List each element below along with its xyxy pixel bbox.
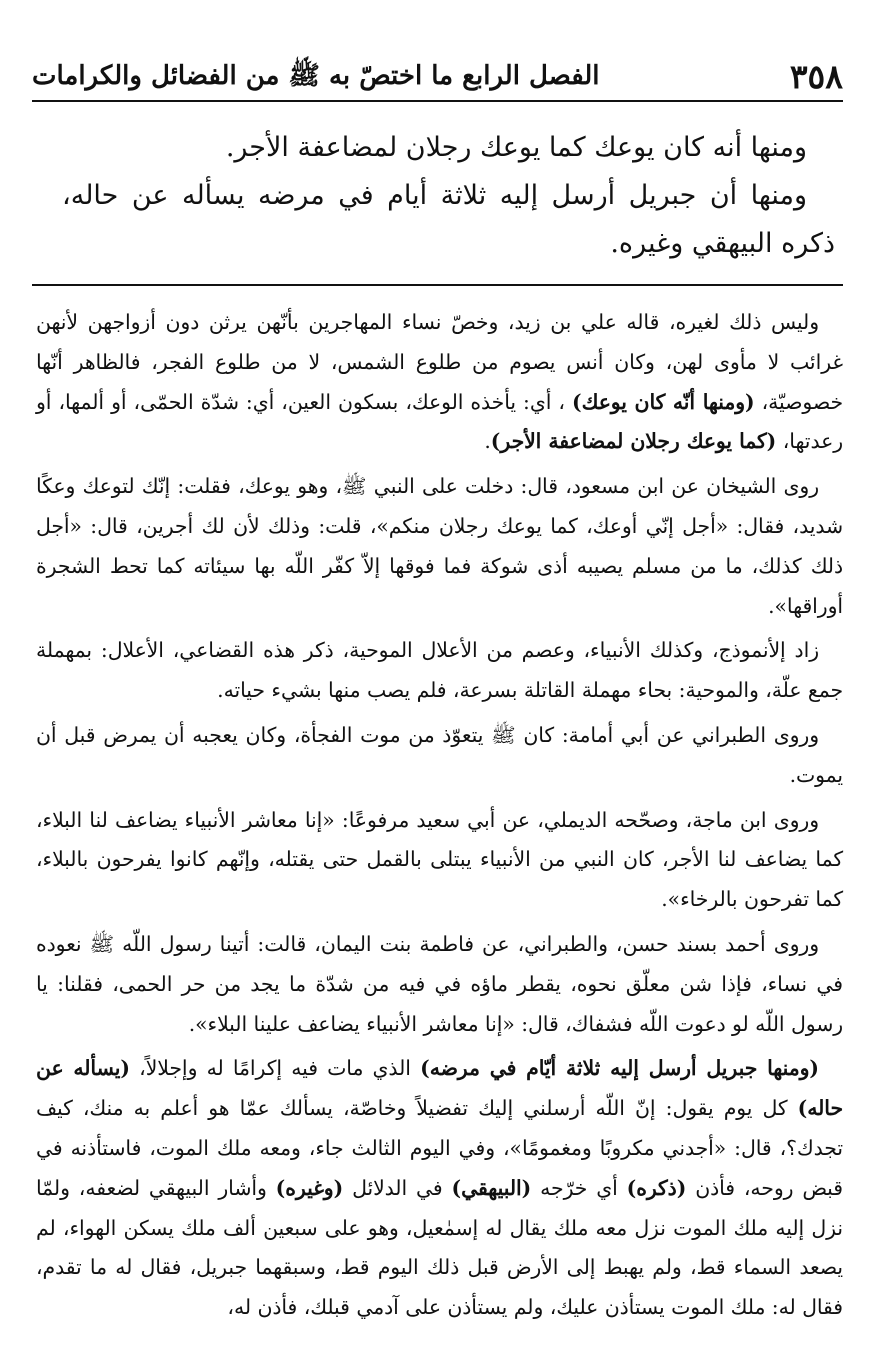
commentary-paragraph [36, 303, 843, 462]
quoted-main-text: (يسأله عن حاله) [36, 1056, 843, 1121]
main-text-paragraph: ومنها أن جبريل أرسل إليه ثلاثة أيام في مرضه يسأله عن حاله، ذكره البيهقي وغيره. [62, 180, 835, 259]
quoted-main-text: (البيهقي) [451, 1175, 532, 1200]
commentary-paragraph: وروى أحمد بسند حسن، والطبراني، عن فاطمة بنت اليمان، قالت: أتينا رسول اللّه ﷺ نعوده في نساء، فإذا شن معلّق نحوه، يقطر ماؤه في فيه من شدّة ما يجد من حر الحمى، فقلنا: يا رسول اللّه لو دعوت اللّه فشفاك، قال: «إنا معاشر الأنبياء يضاعف علينا البلاء». [36, 931, 843, 1036]
running-title: الفصل الرابع ما اختصّ به ﷺ من الفضائل والكرامات [32, 61, 600, 91]
commentary-text-run: . [484, 429, 491, 454]
commentary-text-run: أي خرّجه [531, 1175, 627, 1200]
commentary-paragraph: وروى ابن ماجة، وصحّحه الديملي، عن أبي سعيد مرفوعًا: «إنا معاشر الأنبياء يضاعف لنا البلاء، كما يضاعف لنا الأجر، كان النبي من الأنبياء يبتلى بالقمل حتى يقتله، وإنّهم كانوا يفرحون بالبلاء، كما تفرحون بالرخاء». [36, 807, 843, 912]
main-text [62, 124, 835, 268]
commentary-paragraph [36, 1049, 843, 1328]
commentary-text-run: في الدلائل [343, 1175, 452, 1200]
commentary-text-run: الذي مات فيه إكرامًا له وإجلالاً، [129, 1056, 421, 1081]
commentary-paragraph: روى الشيخان عن ابن مسعود، قال: دخلت على النبي ﷺ، وهو يوعك، فقلت: إنّك لتوعك وعكًا شديد، فقال: «أجل إنّي أوعك، كما يوعك رجلان منكم»، قلت: وذلك لأن لك أجرين، قال: «أجل ذلك كذلك، ما من مسلم يصيبه أذى شوكة فما فوقها إلاّ كفّر اللّه بها سيئاته كما تحط الشجرة أوراقها». [36, 474, 843, 618]
separator-rule [32, 284, 843, 286]
commentary-paragraph: زاد إلأنموذج، وكذلك الأنبياء، وعصم من الأعلال الموحية، ذكر هذه القضاعي، الأعلال: بمهملة جمع علّة، والموحية: بحاء مهملة القاتلة بسرعة، فلم يصب منها بشيء حياته. [36, 638, 843, 703]
commentary-text-run: ، أي: يأخذه الوعك، بسكون العين، أي: شدّة الحمّى، أو ألمها، أو رعدتها، [36, 389, 843, 454]
commentary-text [36, 303, 843, 1333]
quoted-main-text: (ومنها أنّه كان يوعك) [572, 389, 755, 414]
quoted-main-text: (كما يوعك رجلان لمضاعفة الأجر) [490, 429, 777, 454]
commentary-text-run: وأشار البيهقي لضعفه، ولمّا نزل إليه ملك الموت نزل معه ملك يقال له إسمٰعيل، وهو على سبعين ألف ملك يسكن الهواء، لم يصعد السماء قط، ولم يهبط إلى الأرض قبل ذلك اليوم قط، وسبقهما جبريل، فقال له ما تقدم، فقال له: ملك الموت يستأذن عليك، ولم يستأذن على آدمي قبلك، فأذن له، [36, 1175, 843, 1320]
page-header [32, 52, 843, 102]
quoted-main-text: (ذكره) [626, 1175, 687, 1200]
commentary-text-run: كل يوم يقول: إنّ اللّه أرسلني إليك تفضيلاً وخاصّة، يسألك عمّا هو أعلم به منك، كيف تجدك؟، قال: «أجدني مكروبًا ومغمومًا»، وفي اليوم الثالث جاء، ومعه ملك الموت، فاستأذنه في قبض روحه، فأذن [36, 1096, 843, 1200]
page-number: ٣٥٨ [789, 56, 843, 96]
quoted-main-text: (ومنها جبريل أرسل إليه ثلاثة أيّام في مرضه) [420, 1056, 819, 1081]
main-text-paragraph: ومنها أنه كان يوعك كما يوعك رجلان لمضاعفة الأجر. [225, 132, 807, 163]
commentary-paragraph: وروى الطبراني عن أبي أمامة: كان ﷺ يتعوّذ من موت الفجأة، وكان يعجبه أن يمرض قبل أن يموت. [36, 722, 843, 787]
quoted-main-text: (وغيره) [275, 1175, 344, 1200]
commentary-text-run: وليس ذلك لغيره، قاله علي بن زيد، وخصّ نساء المهاجرين بأنّهن يرثن دون أزواجهن لأنهن غرائب لا مأوى لهن، وكان أنس يصوم من طلوع الشمس، لا من طلوع الفجر، فالظاهر أنّها خصوصيّة، [36, 310, 843, 414]
